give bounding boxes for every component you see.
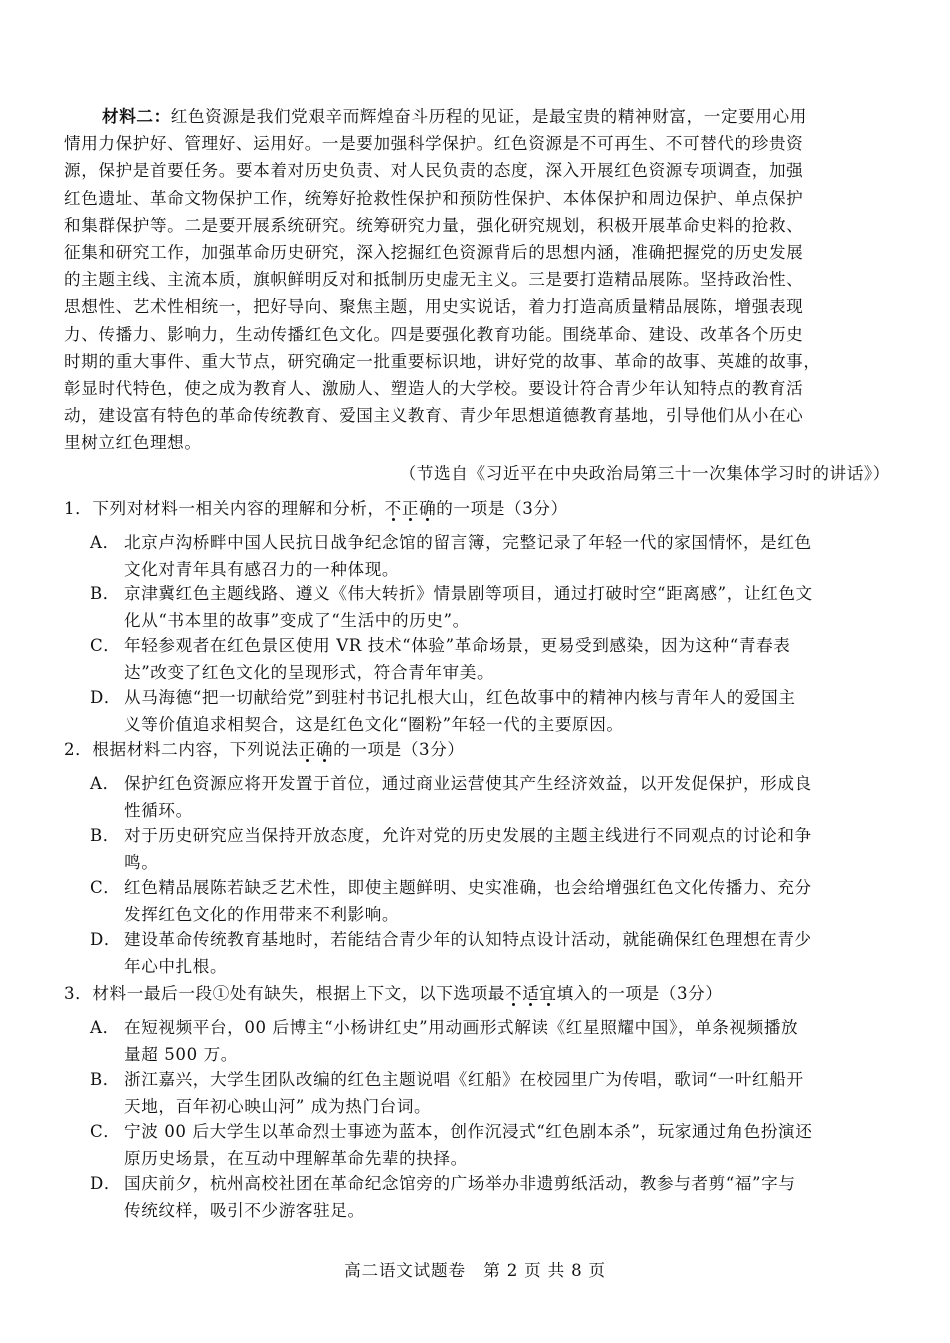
material-2-line: 思想性、艺术性相统一，把好导向、聚焦主题，用史实说话，着力打造高质量精品展陈，增强表现 [64,297,804,317]
question-stem-text: 2．根据材料二内容，下列说法 [64,740,299,759]
question-stem-text: 的一项是（3分） [333,740,465,759]
option-text: 量超 500 万。 [124,1045,238,1065]
option-text: 性循环。 [124,801,193,821]
emphasis-char: 确 [419,499,437,518]
option-text: 对于历史研究应当保持开放态度，允许对党的历史发展的主题主线进行不同观点的讨论和争 [124,826,812,845]
material-2-line: 里树立红色理想。 [64,433,202,453]
question-1-option-d [90,684,890,738]
question-3-option-d [90,1170,890,1224]
material-2-line: 红色资源是我们党艰辛而辉煌奋斗历程的见证，是最宝贵的精神财富，一定要用心用 [170,107,807,126]
question-2-option-b [90,822,890,876]
option-letter: D． [90,688,122,707]
question-stem-text: 3．材料一最后一段①处有缺失，根据上下文，以下选项最 [64,984,505,1003]
option-text: 达”改变了红色文化的呈现形式，符合青年审美。 [124,663,495,683]
material-2-line: 力、传播力、影响力，生动传播红色文化。四是要强化教育功能。围绕革命、建设、改革各个历史 [64,324,804,344]
question-3-option-c [90,1118,890,1172]
emphasis-char: 正 [298,740,316,759]
material-2-line: 红色遗址、革命文物保护工作，统筹好抢救性保护和预防性保护、本体保护和周边保护、单点保护 [64,188,804,208]
option-text: 年心中扎根。 [124,957,228,977]
option-text: 国庆前夕，杭州高校社团在革命纪念馆旁的广场举办非遗剪纸活动，教参与者剪“福”字与 [124,1174,796,1193]
material-2-line: 彰显时代特色，使之成为教育人、激励人、塑造人的大学校。要设计符合青少年认知特点的教育活 [64,379,804,399]
option-letter: A． [90,1018,120,1037]
option-text: 宁波 00 后大学生以革命烈士事迹为蓝本，创作沉浸式“红色剧本杀”，玩家通过角色扮演还 [124,1122,813,1141]
question-3-stem [64,980,904,1007]
option-letter: A． [90,533,120,552]
material-2-source: （节选自《习近平在中央政治局第三十一次集体学习时的讲话》） [399,464,890,483]
option-text: 传统纹样，吸引不少游客驻足。 [124,1201,365,1221]
option-text: 义等价值追求相契合，这是红色文化“圈粉”年轻一代的主要原因。 [124,715,624,735]
option-text: 从马海德“把一切献给党”到驻村书记扎根大山，红色故事中的精神内核与青年人的爱国主 [124,688,796,707]
material-2-line: 征集和研究工作，加强革命历史研究，深入挖掘红色资源背后的思想内涵，准确把握党的历史发展 [64,243,804,263]
question-2-stem [64,736,904,763]
emphasis-char: 适 [522,984,540,1003]
question-1-option-a [90,529,890,583]
question-stem-text: 的一项是（3分） [436,499,568,518]
option-text: 天地，百年初心映山河” 成为热门台词。 [124,1097,432,1117]
option-text: 文化对青年具有感召力的一种体现。 [124,560,400,580]
emphasis-char: 不 [384,499,402,518]
option-text: 北京卢沟桥畔中国人民抗日战争纪念馆的留言簿，完整记录了年轻一代的家国情怀，是红色 [124,533,812,552]
question-stem-text: 填入的一项是（3分） [556,984,723,1003]
option-letter: C． [90,636,121,655]
option-letter: B． [90,584,120,603]
material-2-line: 情用力保护好、管理好、运用好。一是要加强科学保护。红色资源是不可再生、不可替代的珍贵资 [64,134,804,154]
emphasis-char: 正 [401,499,420,518]
emphasis-char: 不 [505,984,523,1003]
option-text: 发挥红色文化的作用带来不利影响。 [124,905,400,925]
option-text: 鸣。 [124,853,159,873]
question-stem-text: 1．下列对材料一相关内容的理解和分析， [64,499,385,518]
option-letter: A． [90,774,120,793]
emphasis-char: 确 [315,740,334,759]
option-letter: C． [90,1122,121,1141]
option-letter: D． [90,930,122,949]
option-text: 在短视频平台，00 后博主“小杨讲红史”用动画形式解读《红星照耀中国》，单条视频播放 [124,1018,799,1037]
question-2-option-d [90,926,890,980]
material-2-line: 时期的重大事件、重大节点，研究确定一批重要标识地，讲好党的故事、革命的故事、英雄的故事， [64,351,821,371]
page-footer: 高二语文试题卷 第 2 页 共 8 页 [344,1261,606,1280]
question-2-option-c [90,874,890,928]
material-2-line: 的主题主线、主流本质，旗帜鲜明反对和抵制历史虚无主义。三是要打造精品展陈。坚持政治性、 [64,270,804,290]
question-1-stem [64,495,904,522]
material-2-label: 材料二： [102,106,171,126]
material-2-line: 和集群保护等。二是要开展系统研究。统筹研究力量，强化研究规划，积极开展革命史料的抢救、 [64,215,804,235]
question-1-option-b [90,580,890,634]
question-3-option-b [90,1066,890,1120]
option-letter: B． [90,1070,120,1089]
option-text: 建设革命传统教育基地时，若能结合青少年的认知特点设计活动，就能确保红色理想在青少 [124,930,812,949]
option-letter: C． [90,878,121,897]
option-letter: B． [90,826,120,845]
emphasis-char: 宜 [539,984,557,1003]
question-1-option-c [90,632,890,686]
option-text: 年轻参观者在红色景区使用 VR 技术“体验”革命场景，更易受到感染，因为这种“青春表 [124,636,791,655]
option-text: 浙江嘉兴，大学生团队改编的红色主题说唱《红船》在校园里广为传唱，歌词“一叶红船开 [124,1070,804,1089]
option-text: 原历史场景，在互动中理解革命先辈的抉择。 [124,1149,468,1169]
option-text: 化从“书本里的故事”变成了“生活中的历史”。 [124,611,470,631]
material-2-line: 源，保护是首要任务。要本着对历史负责、对人民负责的态度，深入开展红色资源专项调查，加强 [64,161,804,181]
option-text: 红色精品展陈若缺乏艺术性，即使主题鲜明、史实准确，也会给增强红色文化传播力、充分 [124,878,812,897]
option-text: 京津冀红色主题线路、遵义《伟大转折》情景剧等项目，通过打破时空“距离感”，让红色文 [124,584,813,603]
option-letter: D． [90,1174,122,1193]
question-2-option-a [90,770,890,824]
material-2-paragraph [64,103,890,457]
question-3-option-a [90,1014,890,1068]
option-text: 保护红色资源应将开发置于首位，通过商业运营使其产生经济效益，以开发促保护，形成良 [124,774,812,793]
material-2-line: 动，建设富有特色的革命传统教育、爱国主义教育、青少年思想道德教育基地，引导他们从小在心 [64,406,804,426]
